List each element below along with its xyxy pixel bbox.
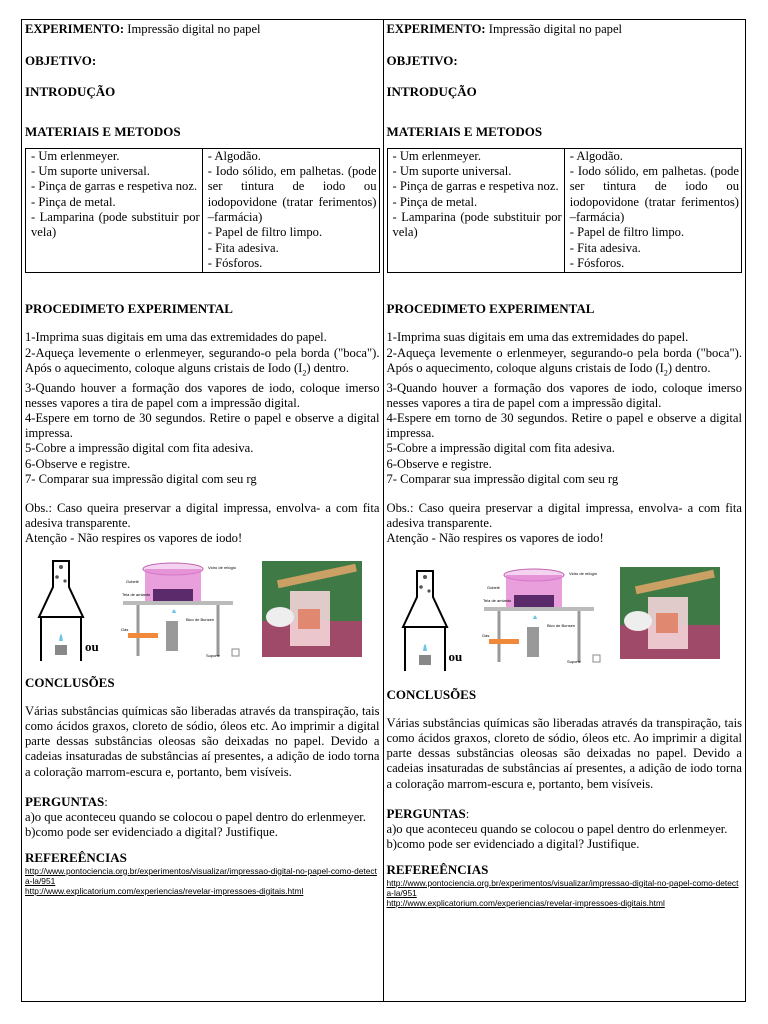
conclusions-text: Várias substâncias químicas são liberadas através da transpiração, tais como ácidos graxos, cloreto de sódio, óleos etc. Ao imprimir a digital parte dessas substâncias oleosas são deixadas no papel. Devido a cadeias insaturadas de substâncias aí presentes, a adição de iodo torna a coloração marrom-escura e, portanto, bem visíveis. (386, 715, 742, 791)
material-item: - Fita adesiva. (207, 240, 279, 255)
procedure-step: 6-Observe e registre. (386, 456, 492, 471)
intro-heading: INTRODUÇÃO (386, 84, 477, 100)
procedure-heading: PROCEDIMETO EXPERIMENTAL (386, 301, 595, 317)
label-bico: Bico de Bunsen (546, 622, 575, 628)
materials-left-cell (387, 148, 564, 272)
right-column (384, 20, 746, 1001)
label-bico: Bico de Bunsen (186, 616, 215, 622)
reference-link[interactable]: http://www.pontociencia.org.br/experimentos/visualizar/impressao-digital-no-papel-como-detecta-la/951 (386, 877, 739, 898)
material-item: - Algodão. (569, 148, 623, 163)
material-item: - Fita adesiva. (569, 240, 641, 255)
flask-illustration (35, 557, 87, 662)
procedure-step: 5-Cobre a impressão digital com fita adesiva. (386, 441, 615, 456)
reference-link[interactable]: http://www.explicatorium.com/experiencias/revelar-impressoes-digitais.html (25, 885, 304, 896)
conclusions-text: Várias substâncias químicas são liberadas através da transpiração, tais como ácidos graxos, cloreto de sódio, óleos etc. Ao imprimir a digital parte dessas substâncias oleosas são deixadas no papel. Devido a cadeias insaturadas de substâncias aí presentes, a adição de iodo torna a coloração marrom-escura e, portanto, bem visíveis. (25, 703, 380, 779)
references-heading: REFEREÊNCIAS (386, 862, 489, 878)
beaker-setup-illustration (479, 567, 609, 667)
material-item: - Algodão. (207, 148, 261, 163)
procedure-step: 6-Observe e registre. (25, 456, 131, 471)
figures (387, 561, 743, 673)
flask-illustration (399, 567, 451, 672)
material-item: - Um suporte universal. (392, 164, 512, 179)
conclusions-heading: CONCLUSÕES (25, 674, 115, 690)
references-heading: REFEREÊNCIAS (25, 850, 127, 866)
materials-table (25, 148, 380, 273)
material-item: - Fósforos. (207, 255, 263, 270)
iodine-photo (620, 567, 720, 659)
intro-heading: INTRODUÇÃO (25, 84, 116, 100)
material-item: - Um suporte universal. (31, 164, 150, 179)
procedure-step: 4-Espere em torno de 30 segundos. Retire o papel e observe a digital impressa. (25, 410, 380, 441)
obs-text: Obs.: Caso queira preservar a digital impressa, envolva- a com fita adesiva transparente. (386, 500, 742, 531)
obs-text: Obs.: Caso queira preservar a digital impressa, envolva- a com fita adesiva transparente. (25, 500, 380, 531)
left-column (22, 20, 384, 1001)
materials-table (387, 148, 743, 273)
material-item: - Iodo sólido, em palhetas. (pode ser tintura de iodo ou iodopovidone (tratar ferimentos) –farmácia) (569, 164, 739, 224)
figure-ou-text: ou (85, 638, 99, 654)
materials-heading: MATERIAIS E METODOS (386, 123, 543, 139)
references-list (387, 878, 743, 908)
conclusions-heading: CONCLUSÕES (386, 686, 477, 702)
label-tela: Tela de amianto (482, 597, 511, 603)
procedure-step: 3-Quando houver a formação dos vapores de iodo, coloque imerso nesses vapores a tira de papel com a impressão digital. (25, 380, 380, 410)
material-item: - Papel de filtro limpo. (207, 225, 323, 240)
material-item: - Iodo sólido, em palhetas. (pode ser tintura de iodo ou iodopovidone (tratar ferimentos) –farmácia) (207, 164, 377, 224)
figures (25, 557, 380, 669)
label-gas: Gás (121, 626, 129, 632)
warning-text: Atenção - Não respires os vapores de iodo! (386, 531, 604, 546)
objective-heading: OBJETIVO: (386, 53, 458, 69)
procedure-step: 3-Quando houver a formação dos vapores de iodo, coloque imerso nesses vapores a tira de papel com a impressão digital. (386, 380, 742, 410)
label-gobelet: Gobelé (486, 584, 500, 590)
material-item: - Um erlenmeyer. (392, 148, 481, 163)
question-item: b)como pode ser evidenciado a digital? Justifique. (386, 837, 640, 852)
procedure-steps (25, 330, 380, 487)
material-item: - Lamparina (pode substituir por vela) (392, 210, 562, 240)
label-vidro: Vidro de relógio (208, 564, 236, 570)
experiment-title: EXPERIMENTO: Impressão digital no papel (386, 22, 623, 36)
reference-link[interactable]: http://www.explicatorium.com/experiencias/revelar-impressoes-digitais.html (386, 897, 665, 908)
material-item: - Lamparina (pode substituir por vela) (31, 210, 200, 240)
material-item: - Papel de filtro limpo. (569, 225, 685, 240)
material-item: - Pinça de garras e respetiva noz. (392, 179, 559, 194)
procedure-heading: PROCEDIMETO EXPERIMENTAL (25, 301, 233, 317)
document-page (21, 19, 746, 1002)
label-suporte: Suporte (566, 658, 581, 664)
materials-left-cell (26, 148, 203, 272)
procedure-steps (387, 330, 743, 487)
procedure-step: 4-Espere em torno de 30 segundos. Retire o papel e observe a digital impressa. (386, 410, 742, 441)
question-item: a)o que aconteceu quando se colocou o papel dentro do erlenmeyer. (386, 821, 728, 836)
label-suporte: Suporte (206, 652, 221, 658)
label-vidro: Vidro de relógio (568, 570, 597, 576)
material-item: - Pinça de garras e respetiva noz. (31, 179, 198, 194)
material-item: - Pinça de metal. (31, 194, 116, 209)
beaker-setup-illustration (118, 561, 248, 661)
procedure-step: 1-Imprima suas digitais em uma das extremidades do papel. (25, 330, 327, 345)
procedure-step: 2-Aqueça levemente o erlenmeyer, segurando-o pela borda ("boca"). Após o aquecimento, coloque alguns cristais de Iodo $(I_2)$ dentro. (25, 345, 380, 378)
question-item: a)o que aconteceu quando se colocou o papel dentro do erlenmeyer. (25, 809, 366, 824)
reference-link[interactable]: http://www.pontociencia.org.br/experimentos/visualizar/impressao-digital-no-papel-como-detecta-la/951 (25, 865, 377, 886)
procedure-step: 7- Comparar sua impressão digital com seu rg (25, 471, 257, 486)
warning-text: Atenção - Não respires os vapores de iodo! (25, 531, 243, 546)
question-item: b)como pode ser evidenciado a digital? Justifique. (25, 825, 278, 840)
material-item: - Pinça de metal. (392, 194, 478, 209)
figure-ou-text: ou (448, 648, 463, 664)
materials-heading: MATERIAIS E METODOS (25, 123, 181, 139)
label-gobelet: Gobelé (126, 578, 139, 584)
procedure-step: 5-Cobre a impressão digital com fita adesiva. (25, 441, 254, 456)
objective-heading: OBJETIVO: (25, 53, 97, 69)
experiment-title: EXPERIMENTO: Impressão digital no papel (25, 22, 261, 36)
iodine-photo (262, 561, 362, 657)
procedure-step: 1-Imprima suas digitais em uma das extremidades do papel. (386, 330, 689, 345)
material-item: - Um erlenmeyer. (31, 148, 120, 163)
materials-right-cell (564, 148, 741, 272)
label-tela: Tela de amianto (122, 591, 151, 597)
procedure-step: 7- Comparar sua impressão digital com seu rg (386, 471, 619, 486)
material-item: - Fósforos. (569, 255, 625, 270)
questions-heading: PERGUNTAS: (25, 793, 108, 809)
references-list (25, 866, 380, 896)
materials-right-cell (202, 148, 379, 272)
procedure-step: 2-Aqueça levemente o erlenmeyer, segurando-o pela borda ("boca"). Após o aquecimento, coloque alguns cristais de Iodo $(I_2)$ dentro. (386, 345, 742, 378)
label-gas: Gás (481, 632, 489, 638)
questions-heading: PERGUNTAS: (386, 805, 470, 821)
